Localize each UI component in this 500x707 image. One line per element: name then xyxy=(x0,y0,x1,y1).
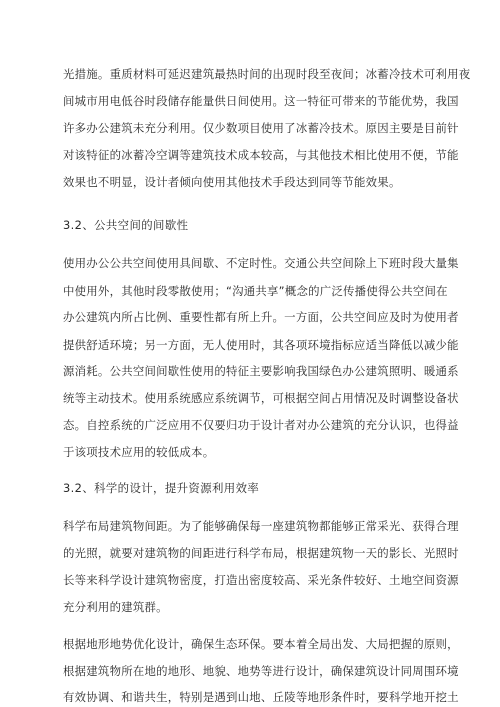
paragraph-line: 对该特征的冰蓄冷空调等建筑技术成本较高，与其他技术相比使用不便，节能 xyxy=(63,148,459,162)
section-heading: 3.2、公共空间的间歇性 xyxy=(63,218,189,232)
paragraph-line: 根据建筑物所在地的地形、地貌、地势等进行设计，确保建筑设计同周围环境 xyxy=(63,664,459,678)
paragraph-line: 间城市用电低谷时段储存能量供日间使用。这一特征可带来的节能优势，我国 xyxy=(63,94,459,108)
paragraph-line: 效果也不明显，设计者倾向使用其他技术手段达到同等节能效果。 xyxy=(63,175,401,189)
paragraph-line: 提供舒适环境；另一方面，无人使用时，其各项环境指标应适当降低以减少能 xyxy=(63,338,459,352)
paragraph-line: 中使用外，其他时段零散使用；“沟通共享”概念的广泛传播使得公共空间在 xyxy=(63,284,448,298)
paragraph-line: 统等主动技术。使用系统感应系统调节，可根据空间占用情况及时调整设备状 xyxy=(63,391,459,405)
paragraph-line: 有效协调、和谐共生，特别是遇到山地、丘陵等地形条件时，要科学地开挖土 xyxy=(63,690,459,704)
paragraph-line: 光措施。重质材料可延迟建筑最热时间的出现时段至夜间；冰蓄冷技术可利用夜 xyxy=(63,67,471,81)
paragraph-line: 科学布局建筑物间距。为了能够确保每一座建筑物都能够正常采光、获得合理 xyxy=(63,519,459,533)
paragraph-line: 充分利用的建筑群。 xyxy=(63,600,168,614)
section-heading: 3.2、科学的设计，提升资源利用效率 xyxy=(63,481,260,495)
paragraph-line: 长等来科学设计建筑物密度，打造出密度较高、采光条件较好、土地空间资源 xyxy=(63,573,459,587)
paragraph-line: 源消耗。公共空间间歇性使用的特征主要影响我国绿色办公建筑照明、暖通系 xyxy=(63,364,459,378)
paragraph-line: 根据地形地势优化设计，确保生态环保。要本着全局出发、大局把握的原则， xyxy=(63,637,459,651)
paragraph-line: 态。自控系统的广泛应用不仅要归功于设计者对办公建筑的充分认识，也得益 xyxy=(63,418,459,432)
paragraph-line: 于该项技术应用的较低成本。 xyxy=(63,445,215,459)
paragraph-line: 许多办公建筑未充分利用。仅少数项目使用了冰蓄冷技术。原因主要是目前针 xyxy=(63,121,459,135)
paragraph-line: 使用办公公共空间使用具间歇、不定时性。交通公共空间除上下班时段大量集 xyxy=(63,256,459,270)
paragraph-line: 的光照，就要对建筑物的间距进行科学布局，根据建筑物一天的影长、光照时 xyxy=(63,546,459,560)
paragraph-line: 办公建筑内所占比例、重要性都有所上升。一方面，公共空间应及时为使用者 xyxy=(63,310,459,324)
